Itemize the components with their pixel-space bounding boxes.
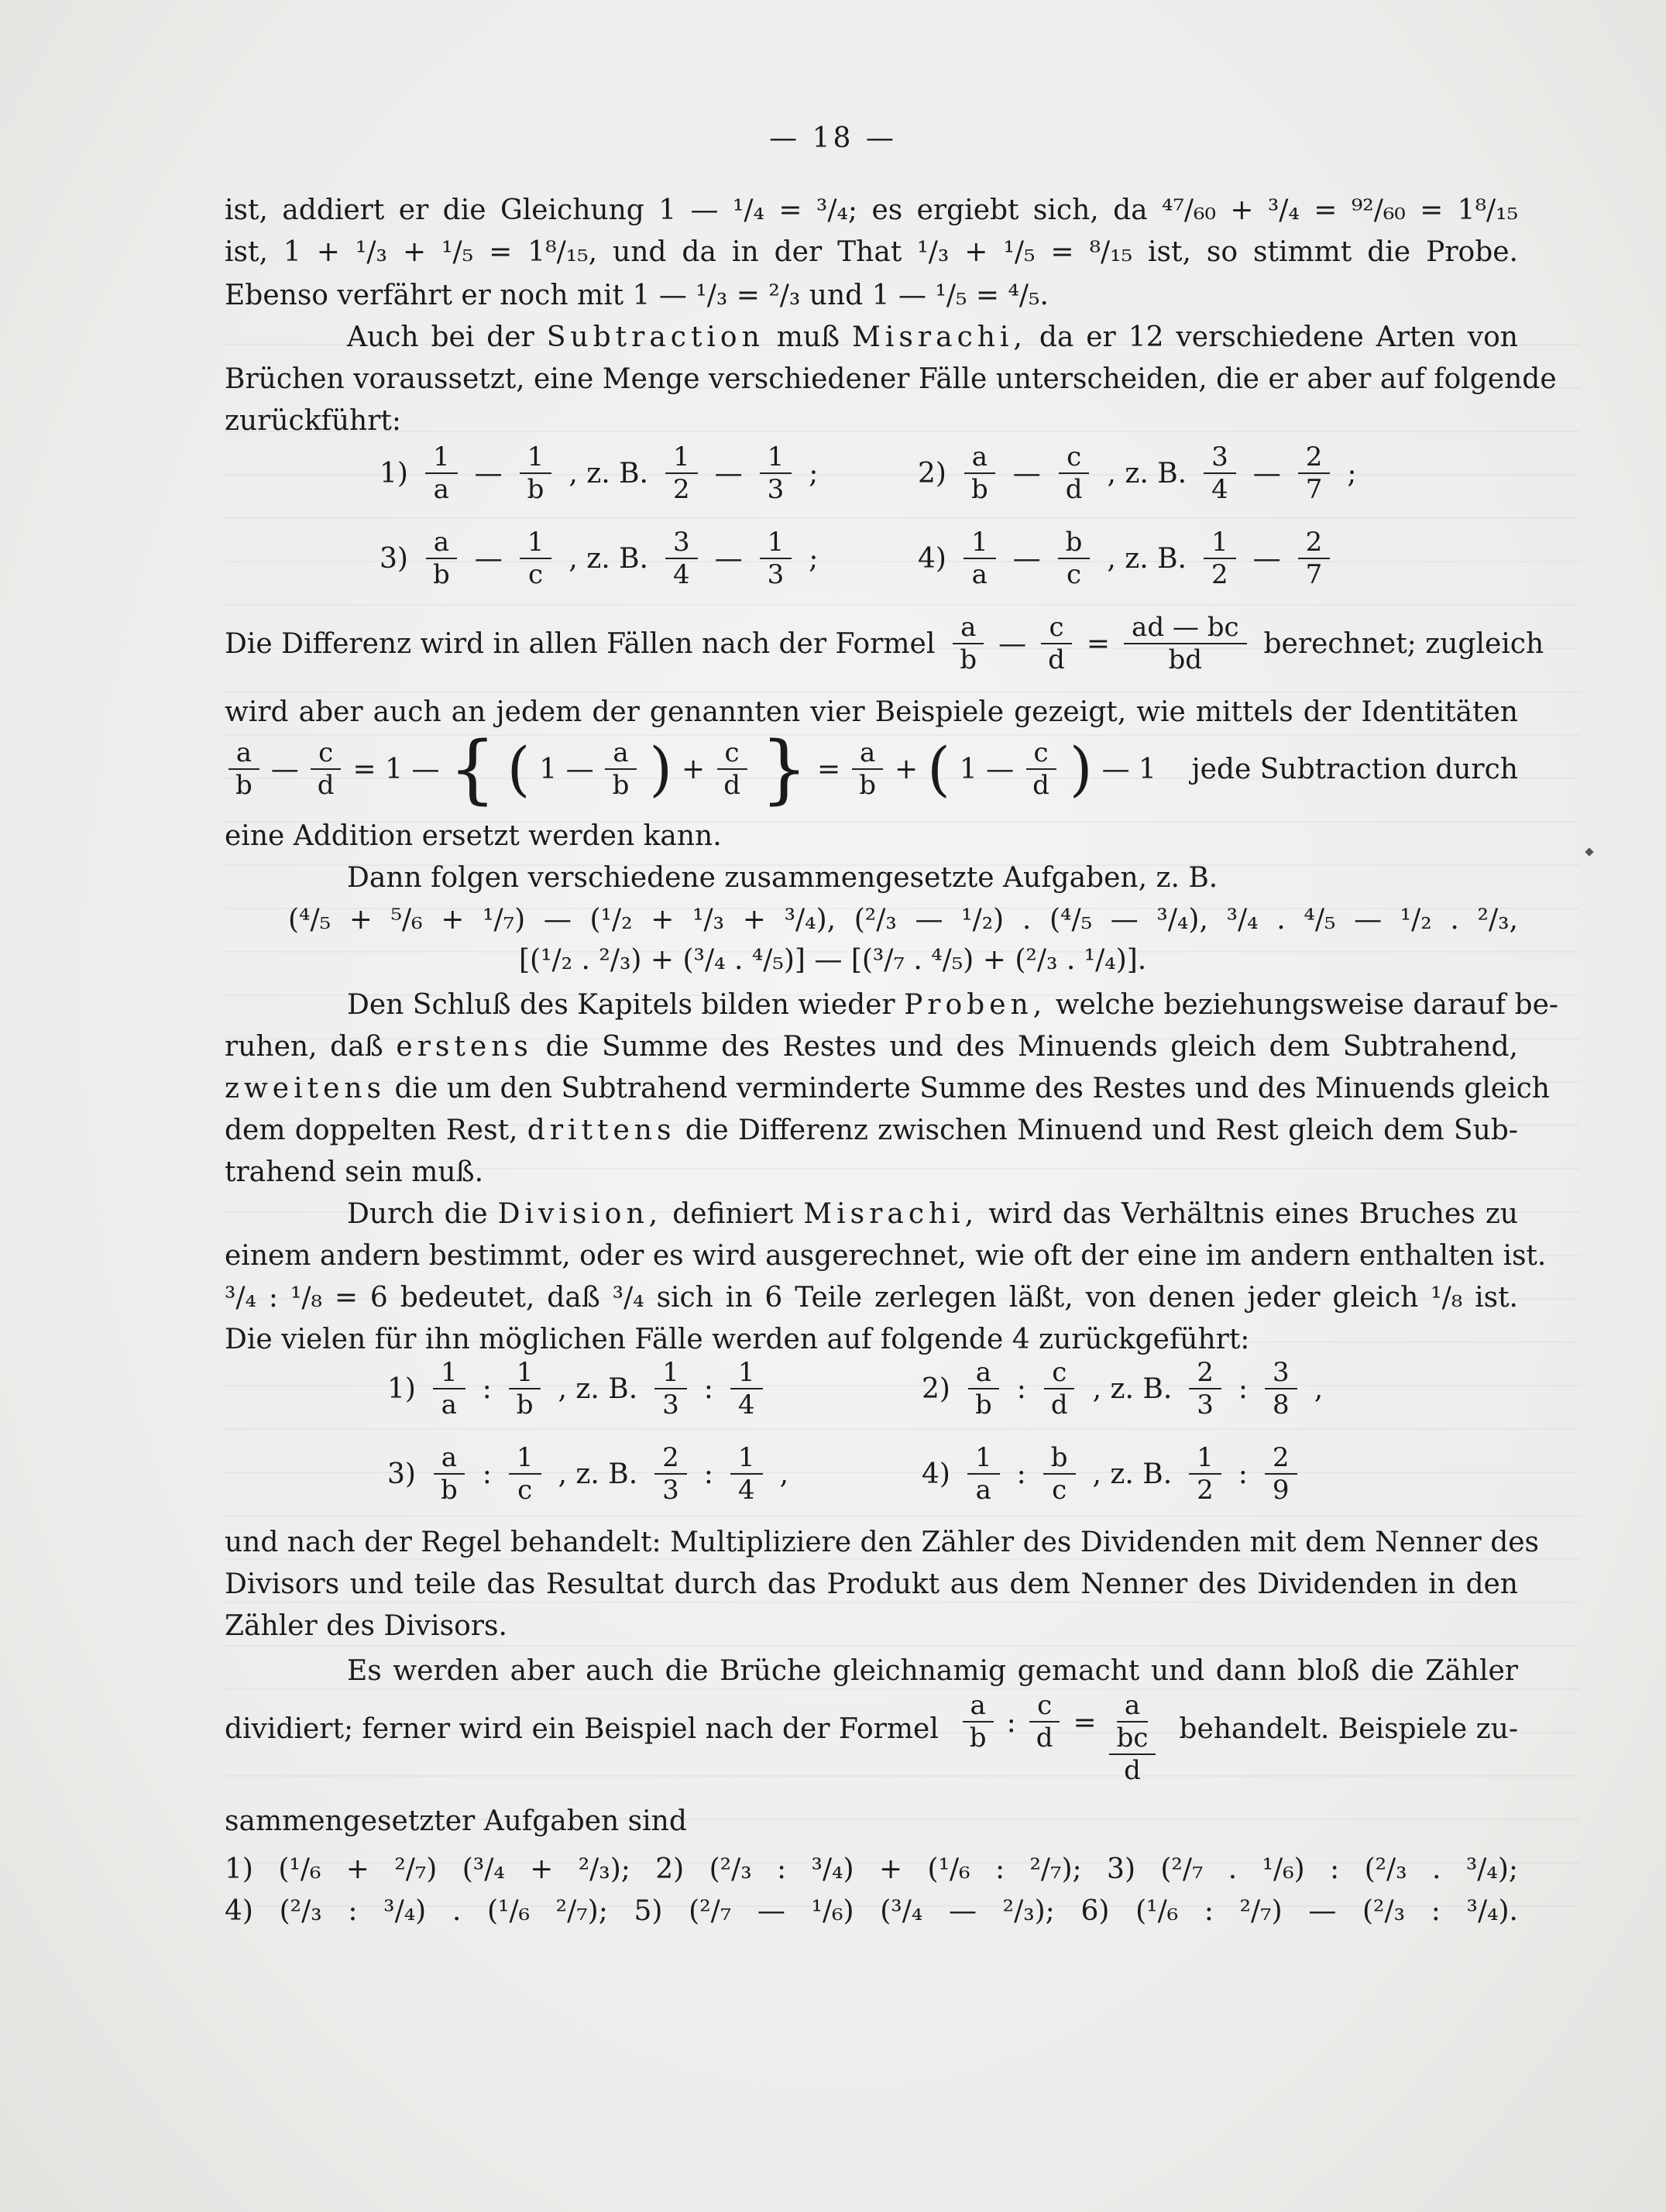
paragraph-division-line: Durch die Division, definiert Misrachi, wird das Verhältnis eines Bruches zu [347, 1198, 1518, 1230]
paragraph-subtraction-line: Auch bei der Subtraction muß Misrachi, da er 12 verschiedene Arten von [347, 321, 1518, 353]
text-line: dem doppelten Rest, drittens die Differenz zwischen Minuend und Rest gleich dem Sub- [225, 1115, 1518, 1146]
subtraction-case-1: 1) $\frac{1}{a}$ — $\frac{1}{b}$ , z. B. $\frac{1}{2}$ — $\frac{1}{3}$ ; [380, 441, 819, 505]
name-misrachi: Misrachi, [852, 321, 1027, 353]
text-line: ruhen, daß erstens die Summe des Restes und des Minuends gleich dem Subtrahend, [225, 1031, 1518, 1063]
text-line: Divisors und teile das Resultat durch das Produkt aus dem Nenner des Dividenden in den [225, 1568, 1518, 1600]
text-line: sammengesetzter Aufgaben sind [225, 1805, 687, 1837]
division-case-3: 3) $\frac{a}{b}$ : $\frac{1}{c}$ , z. B. $\frac{2}{3}$ : $\frac{1}{4}$ , [387, 1442, 789, 1506]
text-line: Zähler des Divisors. [225, 1610, 507, 1642]
division-formula-line: dividiert; ferner wird ein Beispiel nach der Formel $\frac{a}{b}$ : $\frac{c}{d}$ = $\frac{a}{\frac{bc}{d}}$ behandelt. Beispiele zu- [225, 1690, 1518, 1786]
text-line: Es werden aber auch die Brüche gleichnamig gemacht und dann bloß die Zähler [347, 1655, 1518, 1687]
text-line: ist, 1 + ¹/₃ + ¹/₅ = 1⁸/₁₅, und da in der That ¹/₃ + ¹/₅ = ⁸/₁₅ ist, so stimmt die Probe. [225, 236, 1518, 268]
margin-mark [1585, 847, 1593, 856]
identity-formula: $\frac{a}{b}$ — $\frac{c}{d}$ = 1 — { ( 1 — $\frac{a}{b}$ ) + $\frac{c}{d}$ } = $\frac{a}{b}$ + ( 1 — $\frac{c}{d}$ ) — 1 [225, 737, 1156, 801]
identity-formula-line: $\frac{a}{b}$ — $\frac{c}{d}$ = 1 — { ( 1 — $\frac{a}{b}$ ) + $\frac{c}{d}$ } = $\frac{a}{b}$ + ( 1 — $\frac{c}{d}$ ) — 1 jede Subtraction durch [225, 737, 1518, 801]
text-line: Die vielen für ihn möglichen Fälle werden auf folgende 4 zurückgeführt: [225, 1324, 1250, 1355]
division-formula: $\frac{a}{b}$ : $\frac{c}{d}$ = $\frac{a}{\frac{bc}{d}}$ [959, 1690, 1159, 1786]
text-line: zweitens die um den Subtrahend verminderte Summe des Restes und des Minuends gleich [225, 1073, 1550, 1104]
text-line: einem andern bestimmt, oder es wird ausgerechnet, wie oft der eine im andern enthalten ist. [225, 1240, 1547, 1272]
text-line: ist, addiert er die Gleichung 1 — ¹/₄ = ³/₄; es ergiebt sich, da ⁴⁷/₆₀ + ³/₄ = ⁹²/₆₀ = 1⁸/₁₅ [225, 194, 1518, 226]
text-line: trahend sein muß. [225, 1156, 484, 1188]
page-number: — 18 — [769, 122, 897, 154]
text-line: Brüchen voraussetzt, eine Menge verschiedener Fälle unterscheiden, die er aber auf folgende [225, 363, 1557, 395]
text-line: wird aber auch an jedem der genannten vier Beispiele gezeigt, wie mittels der Identitäten [225, 696, 1518, 728]
text-line: Ebenso verfährt er noch mit 1 — ¹/₃ = ²/₃ und 1 — ¹/₅ = ⁴/₅. [225, 280, 1049, 311]
difference-formula: $\frac{a}{b}$ — $\frac{c}{d}$ = $\frac{ad — bc}{bd}$ [949, 612, 1249, 675]
composite-division-tasks-line: 1) (¹/₆ + ²/₇) (³/₄ + ²/₃); 2) (²/₃ : ³/₄) + (¹/₆ : ²/₇); 3) (²/₇ . ¹/₆) : (²/₃ . ³/₄); [225, 1853, 1518, 1885]
division-case-4: 4) $\frac{1}{a}$ : $\frac{b}{c}$ , z. B. $\frac{1}{2}$ : $\frac{2}{9}$ [922, 1442, 1300, 1506]
division-case-2: 2) $\frac{a}{b}$ : $\frac{c}{d}$ , z. B. $\frac{2}{3}$ : $\frac{3}{8}$ , [922, 1357, 1324, 1420]
subtraction-case-4: 4) $\frac{1}{a}$ — $\frac{b}{c}$ , z. B. $\frac{1}{2}$ — $\frac{2}{7}$ [918, 527, 1333, 590]
paragraph-proben-line: Den Schluß des Kapitels bilden wieder Proben, welche beziehungsweise darauf be- [347, 989, 1559, 1021]
term-subtraction: Subtraction [546, 321, 764, 353]
composite-tasks-line: [(¹/₂ . ²/₃) + (³/₄ . ⁴/₅)] — [(³/₇ . ⁴/₅) + (²/₃ . ¹/₄)]. [519, 944, 1147, 976]
text-line: Dann folgen verschiedene zusammengesetzte Aufgaben, z. B. [347, 862, 1218, 894]
text-line: und nach der Regel behandelt: Multipliziere den Zähler des Dividenden mit dem Nenner des [225, 1527, 1540, 1558]
composite-tasks-line: (⁴/₅ + ⁵/₆ + ¹/₇) — (¹/₂ + ¹/₃ + ³/₄), (²/₃ — ¹/₂) . (⁴/₅ — ³/₄), ³/₄ . ⁴/₅ — ¹/₂ . ²/₃, [288, 904, 1518, 936]
subtraction-case-3: 3) $\frac{a}{b}$ — $\frac{1}{c}$ , z. B. $\frac{3}{4}$ — $\frac{1}{3}$ ; [380, 527, 819, 590]
composite-division-tasks-line: 4) (²/₃ : ³/₄) . (¹/₆ ²/₇); 5) (²/₇ — ¹/₆) (³/₄ — ²/₃); 6) (¹/₆ : ²/₇) — (²/₃ : ³/₄). [225, 1895, 1518, 1927]
division-case-1: 1) $\frac{1}{a}$ : $\frac{1}{b}$ , z. B. $\frac{1}{3}$ : $\frac{1}{4}$ [387, 1357, 766, 1420]
difference-formula-line: Die Differenz wird in allen Fällen nach der Formel $\frac{a}{b}$ — $\frac{c}{d}$ = $\frac{ad — bc}{bd}$ berechnet; zugleich [225, 612, 1544, 675]
term-division: Division, [497, 1198, 663, 1230]
text-line: ³/₄ : ¹/₈ = 6 bedeutet, daß ³/₄ sich in 6 Teile zerlegen läßt, von denen jeder gleich ¹/₈ ist. [225, 1282, 1518, 1314]
text-line: zurückführt: [225, 405, 402, 437]
text-line: eine Addition ersetzt werden kann. [225, 820, 722, 852]
name-misrachi: Misrachi, [803, 1198, 979, 1230]
subtraction-case-2: 2) $\frac{a}{b}$ — $\frac{c}{d}$ , z. B. $\frac{3}{4}$ — $\frac{2}{7}$ ; [918, 441, 1357, 505]
